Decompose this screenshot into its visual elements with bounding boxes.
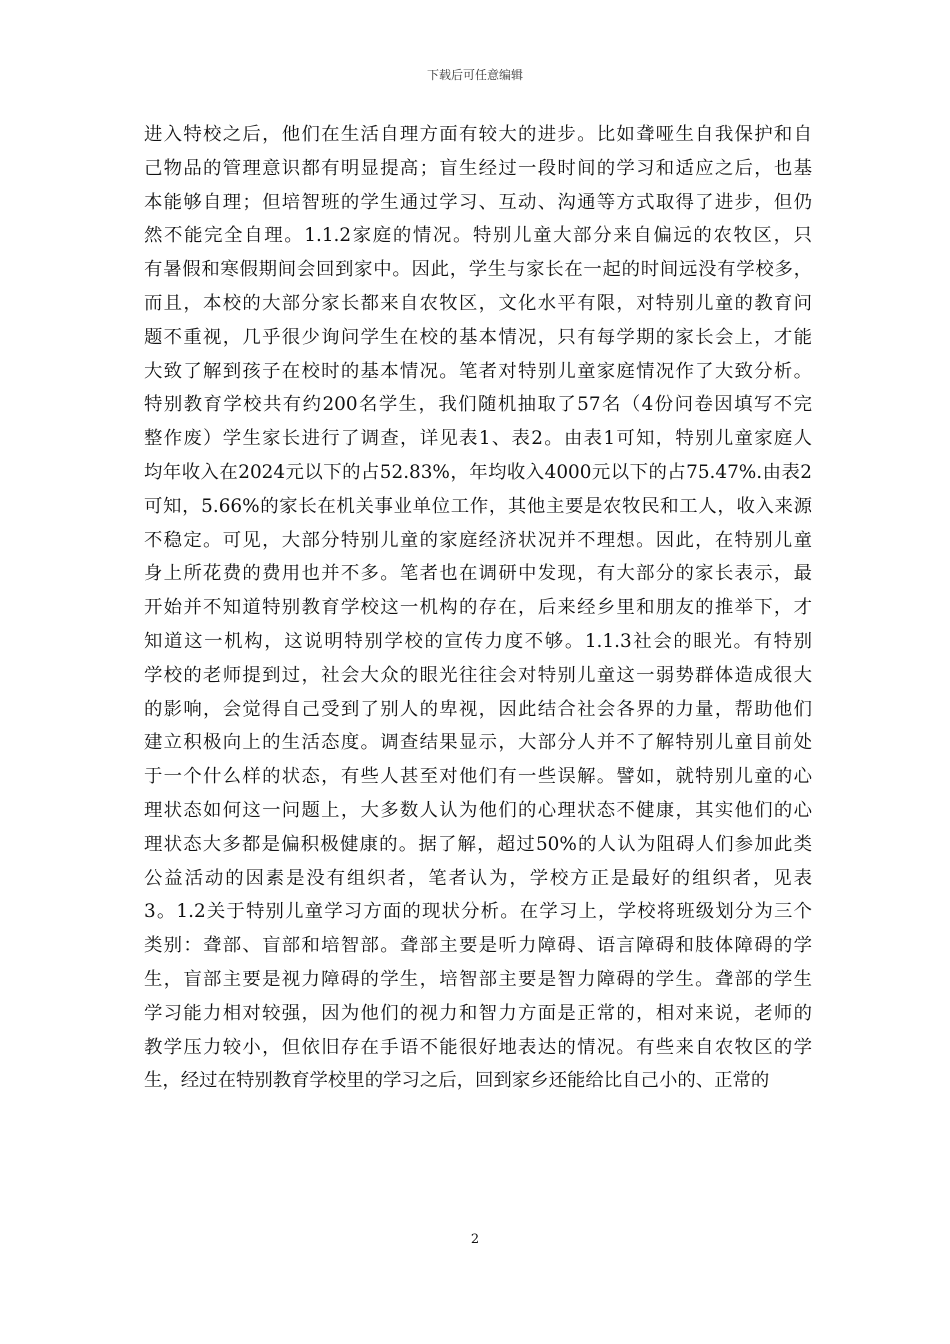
text-line: 进入特校之后，他们在生活自理方面有较大的进步。比如聋哑生自我保护和自 [144,124,812,145]
text-line: 公益活动的因素是没有组织者，笔者认为，学校方正是最好的组织者，见表 [144,867,812,889]
text-line: 生，盲部主要是视力障碍的学生，培智部主要是智力障碍的学生。聋部的学生 [144,968,812,990]
text-line: 理状态如何这一问题上，大多数人认为他们的心理状态不健康，其实他们的心 [144,799,812,821]
text-line: 理状态大多都是偏积极健康的。据了解，超过50%的人认为阻碍人们参加此类 [144,833,812,855]
text-line: 有暑假和寒假期间会回到家中。因此，学生与家长在一起的时间远没有学校多， [144,259,812,281]
text-line: 整作废）学生家长进行了调查，详见表1、表2。由表1可知，特别儿童家庭人 [144,428,812,450]
text-line: 特别教育学校共有约200名学生，我们随机抽取了57名（4份问卷因填写不完 [144,394,812,416]
text-line: 知道这一机构，这说明特别学校的宣传力度不够。1.1.3社会的眼光。有特别 [144,630,812,652]
text-line: 题不重视，几乎很少询问学生在校的基本情况，只有每学期的家长会上，才能 [144,326,812,348]
text-line: 生，经过在特别教育学校里的学习之后，回到家乡还能给比自己小的、正常的 [144,1070,770,1092]
text-line: 己物品的管理意识都有明显提高；盲生经过一段时间的学习和适应之后，也基 [144,157,812,179]
text-line: 建立积极向上的生活态度。调查结果显示，大部分人并不了解特别儿童目前处 [144,732,812,754]
body-text [144,118,812,1098]
text-line: 本能够自理；但培智班的学生通过学习、互动、沟通等方式取得了进步，但仍 [144,191,812,213]
text-line: 开始并不知道特别教育学校这一机构的存在，后来经乡里和朋友的推举下，才 [144,597,812,619]
text-line: 的影响，会觉得自己受到了别人的卑视，因此结合社会各界的力量，帮助他们 [144,698,812,720]
text-line: 而且，本校的大部分家长都来自农牧区，文化水平有限，对特别儿童的教育问 [144,292,812,314]
text-line: 学校的老师提到过，社会大众的眼光往往会对特别儿童这一弱势群体造成很大 [144,664,812,686]
text-line: 3。1.2关于特别儿童学习方面的现状分析。在学习上，学校将班级划分为三个 [144,901,812,923]
page-header: 下载后可任意编辑 [426,68,523,82]
text-line: 不稳定。可见，大部分特别儿童的家庭经济状况并不理想。因此，在特别儿童 [144,529,812,551]
text-line: 可知，5.66%的家长在机关事业单位工作，其他主要是农牧民和工人，收入来源 [144,495,812,517]
text-line: 大致了解到孩子在校时的基本情况。笔者对特别儿童家庭情况作了大致分析。 [144,360,812,382]
text-line: 类别：聋部、盲部和培智部。聋部主要是听力障碍、语言障碍和肢体障碍的学 [144,935,812,957]
page-number: 2 [470,1232,480,1247]
text-line: 学习能力相对较强，因为他们的视力和智力方面是正常的，相对来说，老师的 [144,1002,812,1024]
text-line: 于一个什么样的状态，有些人甚至对他们有一些误解。譬如，就特别儿童的心 [144,766,812,788]
text-line: 然不能完全自理。1.1.2家庭的情况。特别儿童大部分来自偏远的农牧区，只 [144,225,812,247]
text-line: 均年收入在2024元以下的占52.83%，年均收入4000元以下的占75.47%.由表2 [144,461,812,483]
text-line: 身上所花费的费用也并不多。笔者也在调研中发现，有大部分的家长表示，最 [144,563,812,585]
text-line: 教学压力较小，但依旧存在手语不能很好地表达的情况。有些来自农牧区的学 [144,1036,812,1058]
